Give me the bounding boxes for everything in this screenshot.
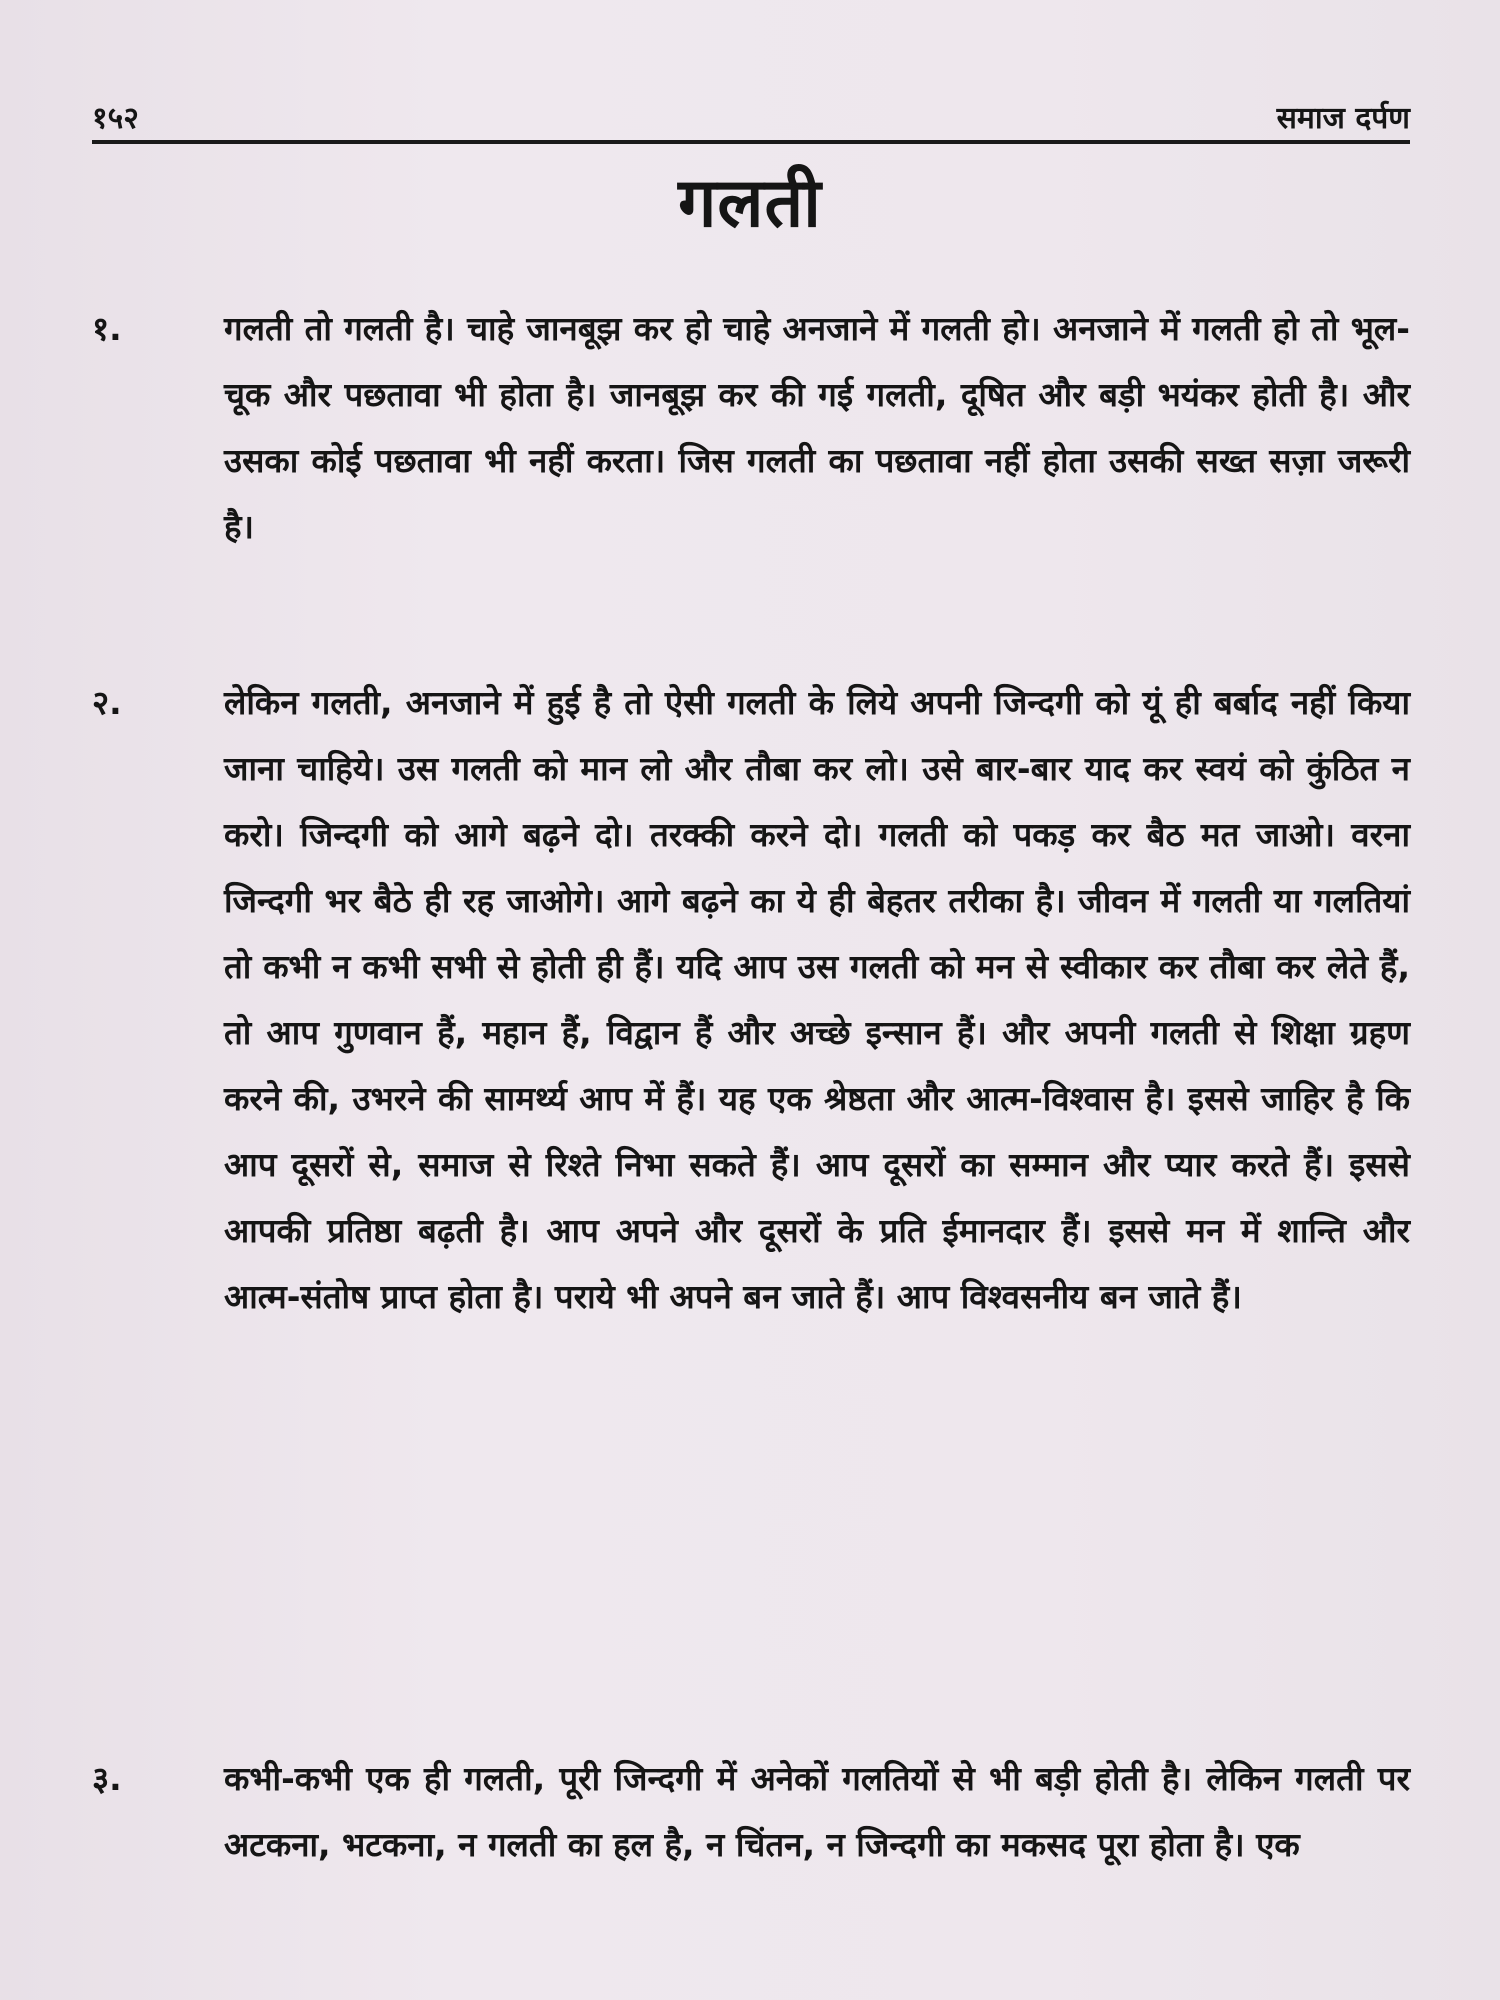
numbered-paragraph-3 [92, 1746, 1410, 1878]
paragraph-text: कभी-कभी एक ही गलती, पूरी जिन्दगी में अनेकों गलतियों से भी बड़ी होती है। लेकिन गलती पर अटकना, भटकना, न गलती का हल है, न चिंतन, न जिन्दगी का मकसद पूरा होता है। एक [224, 1759, 1410, 1864]
book-title: समाज दर्पण [1276, 101, 1410, 136]
paragraph-number: १. [92, 309, 122, 348]
numbered-paragraph-1 [92, 296, 1410, 560]
page-number: १५२ [92, 101, 139, 136]
paragraph-number: ३. [92, 1759, 122, 1798]
paragraph-number: २. [92, 683, 122, 722]
running-header [92, 100, 1410, 144]
numbered-paragraph-2 [92, 670, 1410, 1330]
chapter-title: गलती [678, 164, 822, 243]
paragraph-text: लेकिन गलती, अनजाने में हुई है तो ऐसी गलती के लिये अपनी जिन्दगी को यूं ही बर्बाद नहीं किया जाना चाहिये। उस गलती को मान लो और तौबा कर लो। उसे बार-बार याद कर स्वयं को कुंठित न करो। जिन्दगी को आगे बढ़ने दो। तरक्की करने दो। गलती को पकड़ कर बैठ मत जाओ। वरना जिन्दगी भर बैठे ही रह जाओगे। आगे बढ़ने का ये ही बेहतर तरीका है। जीवन में गलती या गलतियां तो कभी न कभी सभी से होती ही हैं। यदि आप उस गलती को मन से स्वीकार कर तौबा कर लेते हैं, तो आप गुणवान हैं, महान हैं, विद्वान हैं और अच्छे इन्सान हैं। और अपनी गलती से शिक्षा ग्रहण करने की, उभरने की सामर्थ्य आप में हैं। यह एक श्रेष्ठता और आत्म-विश्वास है। इससे जाहिर है कि आप दूसरों से, समाज से रिश्ते निभा सकते हैं। आप दूसरों का सम्मान और प्यार करते हैं। इससे आपकी प्रतिष्ठा बढ़ती है। आप अपने और दूसरों के प्रति ईमानदार हैं। इससे मन में शान्ति और आत्म-संतोष प्राप्त होता है। पराये भी अपने बन जाते हैं। आप विश्वसनीय बन जाते हैं। [224, 683, 1410, 1316]
paragraph-text: गलती तो गलती है। चाहे जानबूझ कर हो चाहे अनजाने में गलती हो। अनजाने में गलती हो तो भूल-चूक और पछतावा भी होता है। जानबूझ कर की गई गलती, दूषित और बड़ी भयंकर होती है। और उसका कोई पछतावा भी नहीं करता। जिस गलती का पछतावा नहीं होता उसकी सख्त सज़ा जरूरी है। [224, 309, 1410, 546]
